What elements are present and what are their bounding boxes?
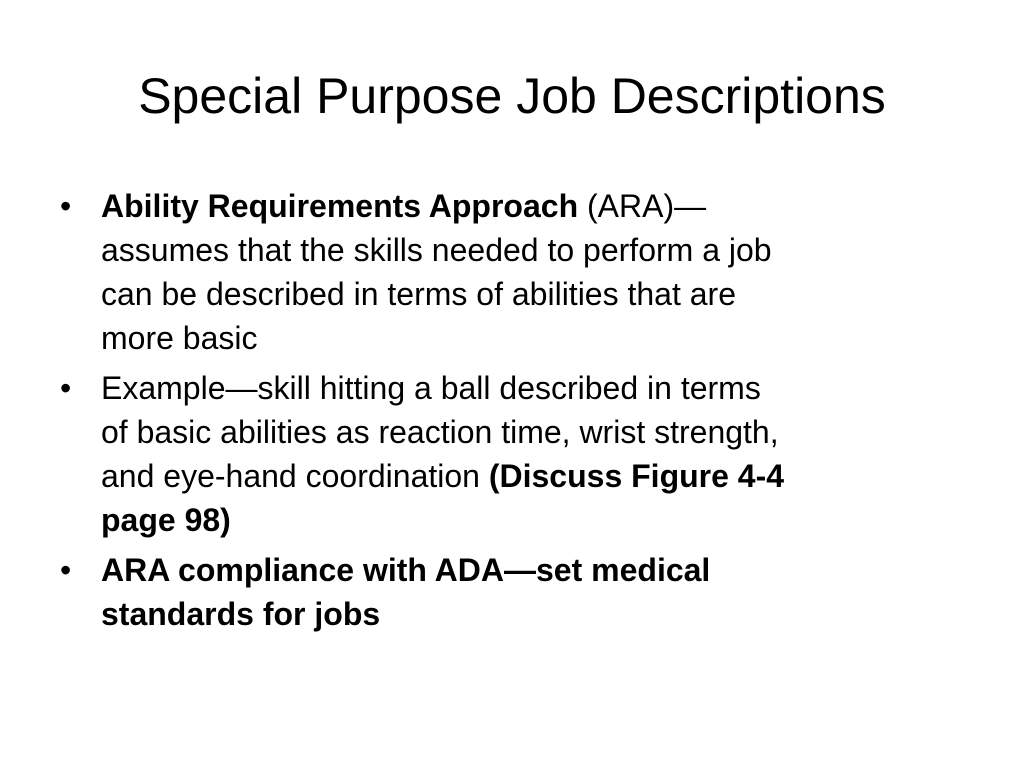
text-run: page 98) <box>101 502 231 538</box>
bullet-list <box>60 184 1000 642</box>
bullet-dot-icon: • <box>60 552 72 588</box>
bullet-dot-icon: • <box>60 370 72 406</box>
bullet-item <box>60 548 1000 636</box>
text-line <box>101 592 1000 636</box>
text-line <box>101 366 1000 410</box>
bullet-dot-icon: • <box>60 188 72 224</box>
slide-title: Special Purpose Job Descriptions <box>138 68 886 124</box>
text-line <box>101 228 1000 272</box>
bullet-item <box>60 184 1000 360</box>
text-line <box>101 316 1000 360</box>
text-run: of basic abilities as reaction time, wrist strength, <box>101 414 779 450</box>
text-run: and eye-hand coordination <box>101 458 489 494</box>
text-line <box>101 454 1000 498</box>
bullet-text <box>101 366 1000 542</box>
text-run: can be described in terms of abilities that are <box>101 276 736 312</box>
text-line <box>101 498 1000 542</box>
text-run: Ability Requirements Approach <box>101 188 579 224</box>
bullet-text <box>101 184 1000 360</box>
text-line <box>101 548 1000 592</box>
text-run: Example—skill hitting a ball described in terms <box>101 370 761 406</box>
bullet-item <box>60 366 1000 542</box>
text-run: more basic <box>101 320 258 356</box>
text-run: standards for jobs <box>101 596 381 632</box>
text-line <box>101 184 1000 228</box>
text-line <box>101 410 1000 454</box>
text-run: (ARA)— <box>578 188 707 224</box>
text-line <box>101 272 1000 316</box>
text-run: assumes that the skills needed to perform a job <box>101 232 772 268</box>
text-run: ARA compliance with ADA—set medical <box>101 552 711 588</box>
text-run: (Discuss Figure 4-4 <box>488 458 785 494</box>
bullet-text <box>101 548 1000 636</box>
